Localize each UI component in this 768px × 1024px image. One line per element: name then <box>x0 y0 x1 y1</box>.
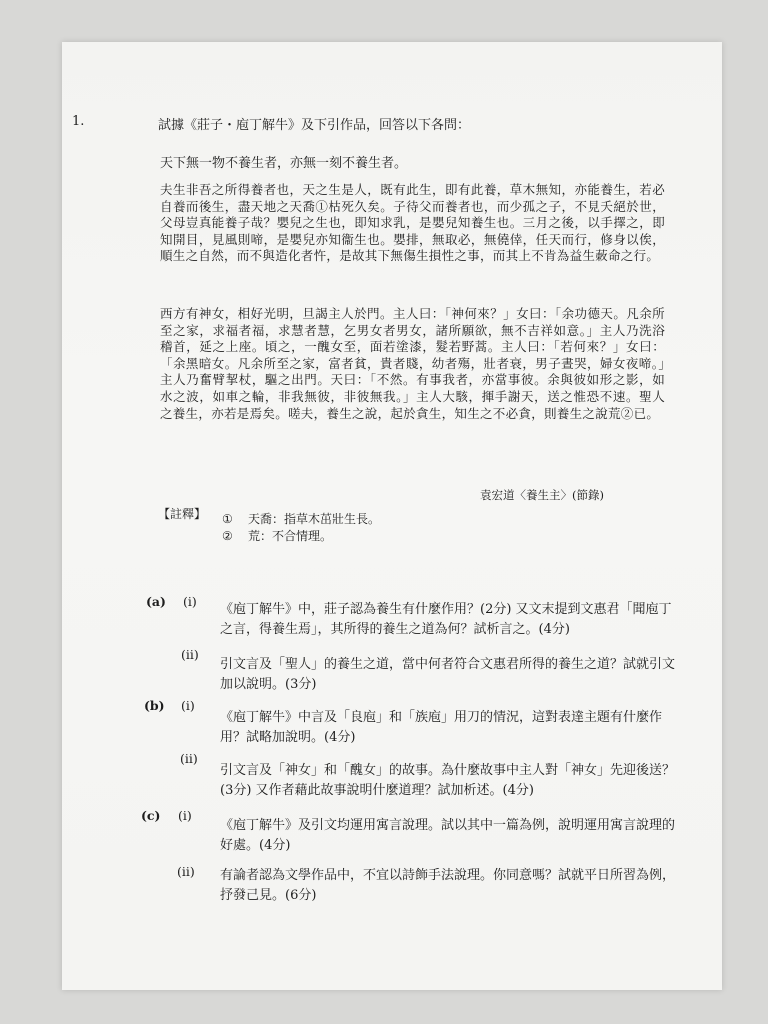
note-2-text: 荒：不合情理。 <box>248 529 333 543</box>
note-1-text: 天喬：指草木茁壯生長。 <box>248 512 381 526</box>
passage-paragraph-1: 夫生非吾之所得養者也，天之生是人，既有此生，即有此養，草木無知，亦能養生，若必自養而後生，盡天地之天喬①枯死久矣。子待父而養者也，而少孤之子，不見夭絕於世，父母豈真能養子哉？嬰兒之生也，即知求乳，是嬰兒知養生也。三月之後，以手擇之，即知開目，見風則啼，是嬰兒亦知衞生也。嬰排，無取必，無僥倖，任天而行，修身以俟，順生之自然，而不與造化者忤，是故其下無傷生損性之事，而其上不肯為益生蓛命之行。 <box>160 182 665 264</box>
notes-label: 【註釋】 <box>158 507 207 521</box>
part-c-label: (c) <box>141 808 161 823</box>
part-b-ii-text: 引文言及「神女」和「醜女」的故事。為什麼故事中主人對「神女」先迎後送？(3分) 又作者藉此故事說明什麼道理？試加析述。(4分) <box>220 763 676 798</box>
source-citation: 袁宏道〈養生主〉(節錄) <box>480 488 604 502</box>
part-a-label: (a) <box>146 594 166 609</box>
quote-line: 天下無一物不養生者，亦無一刻不養生者。 <box>160 156 408 171</box>
part-c-ii-text: 有論者認為文學作品中，不宜以詩飾手法說理。你同意嗎？試就平日所習為例，抒發己見。(6分) <box>220 868 676 903</box>
note-1 <box>222 510 380 527</box>
part-b-ii-label: (ii) <box>180 751 198 766</box>
part-c-i-text: 《庖丁解牛》及引文均運用寓言說理。試以其中一篇為例，說明運用寓言說理的好處。(4分) <box>220 818 676 853</box>
part-b-i-text: 《庖丁解牛》中言及「良庖」和「族庖」用刀的情況，這對表達主題有什麼作用？試略加說明。(4分) <box>220 710 663 745</box>
question-number: 1. <box>72 114 85 129</box>
part-c-i-label: (i) <box>178 808 192 823</box>
part-b-label: (b) <box>144 698 165 713</box>
part-a-i-label: (i) <box>183 594 197 609</box>
part-c-ii-label: (ii) <box>177 864 195 879</box>
note-1-number: ① <box>222 512 233 526</box>
part-a-i-text: 《庖丁解牛》中，莊子認為養生有什麼作用？(2分) 又文末提到文惠君「聞庖丁之言，得養生焉」，其所得的養生之道為何？試析言之。(4分) <box>220 602 672 637</box>
part-a-ii-label: (ii) <box>181 647 199 662</box>
note-2-number: ② <box>222 529 233 543</box>
part-b-i-label: (i) <box>181 698 195 713</box>
note-2 <box>222 527 332 544</box>
part-a-ii-text: 引文言及「聖人」的養生之道，當中何者符合文惠君所得的養生之道？試就引文加以說明。(3分) <box>220 657 676 692</box>
passage-paragraph-2: 西方有神女，相好光明，旦謁主人於門。主人曰：「神何來？」女曰：「余功德天。凡余所至之家，求福者福，求慧者慧，乞男女者男女，諸所願欲，無不吉祥如意。」主人乃洗浴稽首，延之上座。頃之，一醜女至，面若塗漆，髮若野蒿。主人曰：「若何來？」女曰：「余黑暗女。凡余所至之家，富者貧，貴者賤，幼者殤，壯者衰，男子晝哭，婦女夜啼。」主人乃奮臂挈杖，驅之出門。天曰：「不然。有事我者，亦當事彼。余與彼如形之影，如水之波，如車之輪，非我無彼，非彼無我。」主人大駭，揮手謝天，送之惟恐不速。聖人之養生，亦若是焉矣。嗟夫，養生之說，起於貪生，知生之不必貪，則養生之說荒②已。 <box>160 306 665 421</box>
question-intro: 試據《莊子・庖丁解牛》及下引作品，回答以下各問： <box>158 118 471 133</box>
